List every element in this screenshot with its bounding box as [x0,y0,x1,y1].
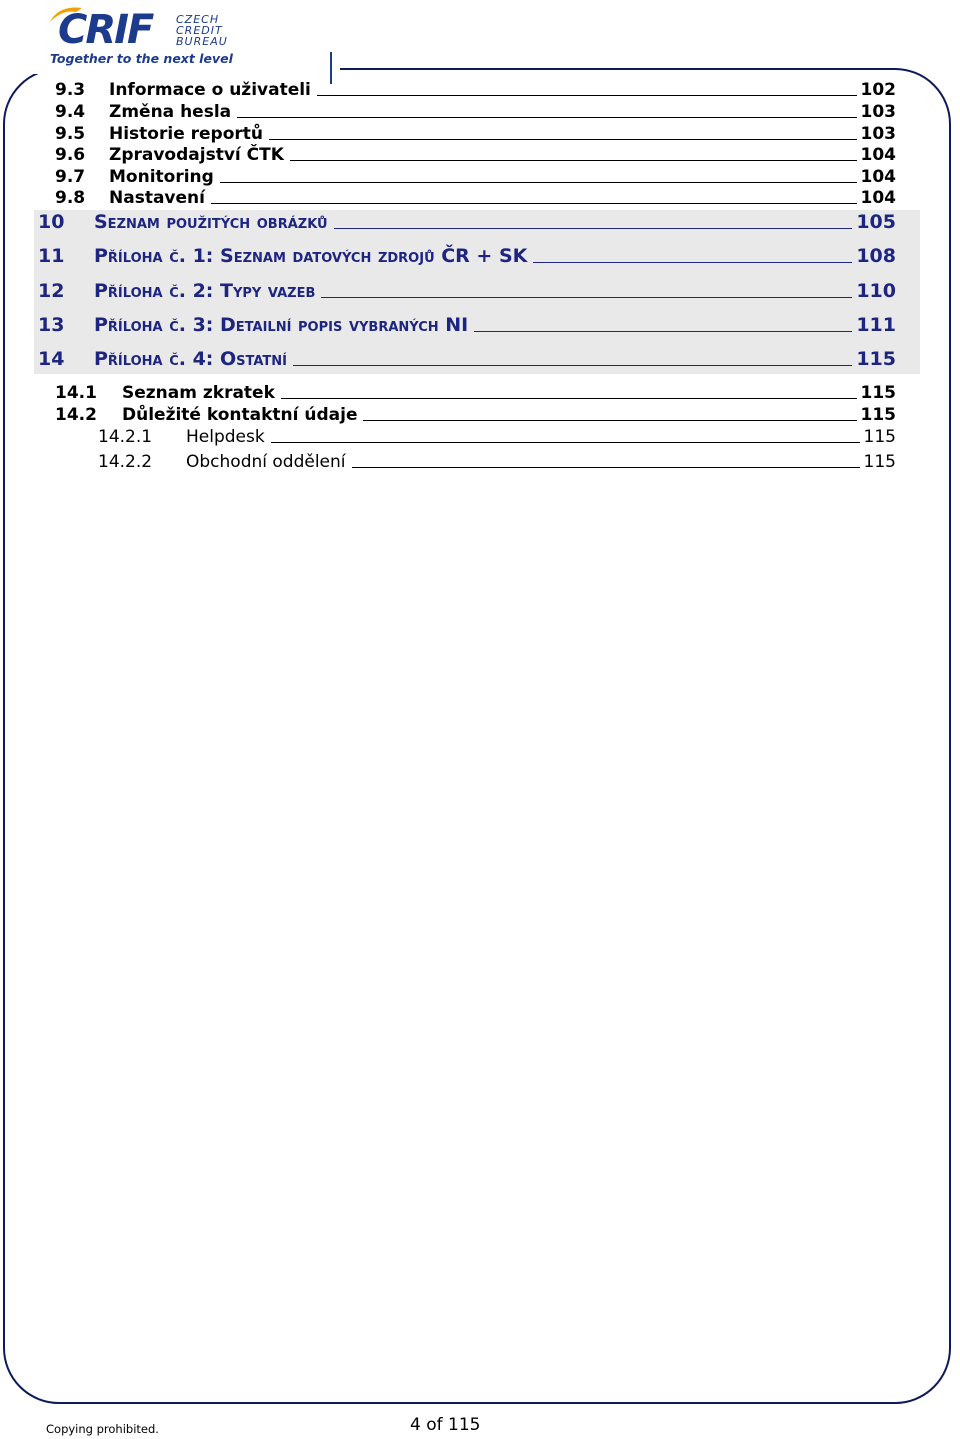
toc-leader [281,398,857,399]
toc-page: 104 [860,188,896,208]
toc-leader [271,442,860,443]
toc-leader [269,139,856,140]
toc-entry[interactable] [55,124,896,144]
toc-leader [363,420,856,421]
toc-number: 11 [38,245,65,267]
toc-number: 14.2.1 [98,427,153,447]
toc-leader [293,365,852,366]
toc-page: 115 [860,383,896,403]
toc-entry[interactable] [55,102,896,122]
toc-page: 115 [863,452,896,472]
toc-page: 102 [860,80,896,100]
toc-entry[interactable] [55,80,896,100]
toc-entry[interactable] [55,383,896,403]
logo-subbrand: CZECH CREDIT BUREAU [176,13,228,48]
toc-leader [237,117,856,118]
toc-number: 9.4 [55,102,86,122]
page-number: 4 of 115 [410,1415,481,1435]
toc-leader [211,203,857,204]
toc-page: 108 [856,245,896,267]
logo-tagline: Together to the next level [50,51,233,66]
toc-leader [334,228,853,229]
toc-number: 14.2.2 [98,452,153,472]
toc-number: 14.2 [55,405,97,425]
toc-number: 9.5 [55,124,86,144]
toc-number: 13 [38,314,65,336]
toc-subentry[interactable] [98,452,896,472]
toc-number: 10 [38,211,65,233]
toc-number: 9.8 [55,188,86,208]
toc-number: 14 [38,348,65,370]
toc-page: 110 [856,280,896,302]
toc-title: Monitoring [109,167,214,187]
toc-entry[interactable] [55,405,896,425]
toc-leader [321,297,852,298]
toc-page: 115 [860,405,896,425]
toc-subentry[interactable] [98,427,896,447]
toc-leader [220,182,857,183]
toc-title: Historie reportů [109,124,264,144]
toc-number: 12 [38,280,65,302]
toc-page: 115 [856,348,896,370]
toc-title: Příloha č. 1: Seznam datových zdrojů ČR + SK [94,245,528,267]
toc-chapter-entry[interactable] [38,211,896,233]
toc-page: 104 [860,145,896,165]
toc-chapter-entry[interactable] [38,280,896,302]
toc-entry[interactable] [55,167,896,187]
toc-page: 105 [856,211,896,233]
logo-wordmark: CRIF [58,7,153,53]
toc-number: 9.6 [55,145,86,165]
toc-page: 111 [856,314,896,336]
toc-page: 115 [863,427,896,447]
toc-leader [474,331,852,332]
toc-title: Nastavení [109,188,205,208]
toc-page: 103 [860,102,896,122]
toc-number: 9.3 [55,80,86,100]
toc-title: Příloha č. 3: Detailní popis vybraných NI [94,314,469,336]
toc-title: Informace o uživateli [109,80,311,100]
toc-chapter-entry[interactable] [38,348,896,370]
toc-title: Důležité kontaktní údaje [122,405,358,425]
toc-number: 14.1 [55,383,97,403]
toc-leader [352,467,860,468]
toc-title: Zpravodajství ČTK [109,145,284,165]
toc-leader [317,95,857,96]
toc-title: Změna hesla [109,102,232,122]
copyright-notice: Copying prohibited. [46,1422,159,1436]
toc-title: Příloha č. 4: Ostatní [94,348,288,370]
toc-page: 104 [860,167,896,187]
toc-leader [533,262,852,263]
toc-title: Helpdesk [186,427,265,447]
toc-title: Příloha č. 2: Typy vazeb [94,280,316,302]
toc-entry[interactable] [55,188,896,208]
crif-logo [48,4,258,68]
toc-title: Seznam použitých obrázků [94,211,328,233]
toc-leader [290,160,857,161]
toc-chapter-entry[interactable] [38,314,896,336]
toc-number: 9.7 [55,167,86,187]
toc-title: Obchodní oddělení [186,452,346,472]
toc-entry[interactable] [55,145,896,165]
toc-page: 103 [860,124,896,144]
toc-title: Seznam zkratek [122,383,275,403]
toc-chapter-entry[interactable] [38,245,896,267]
